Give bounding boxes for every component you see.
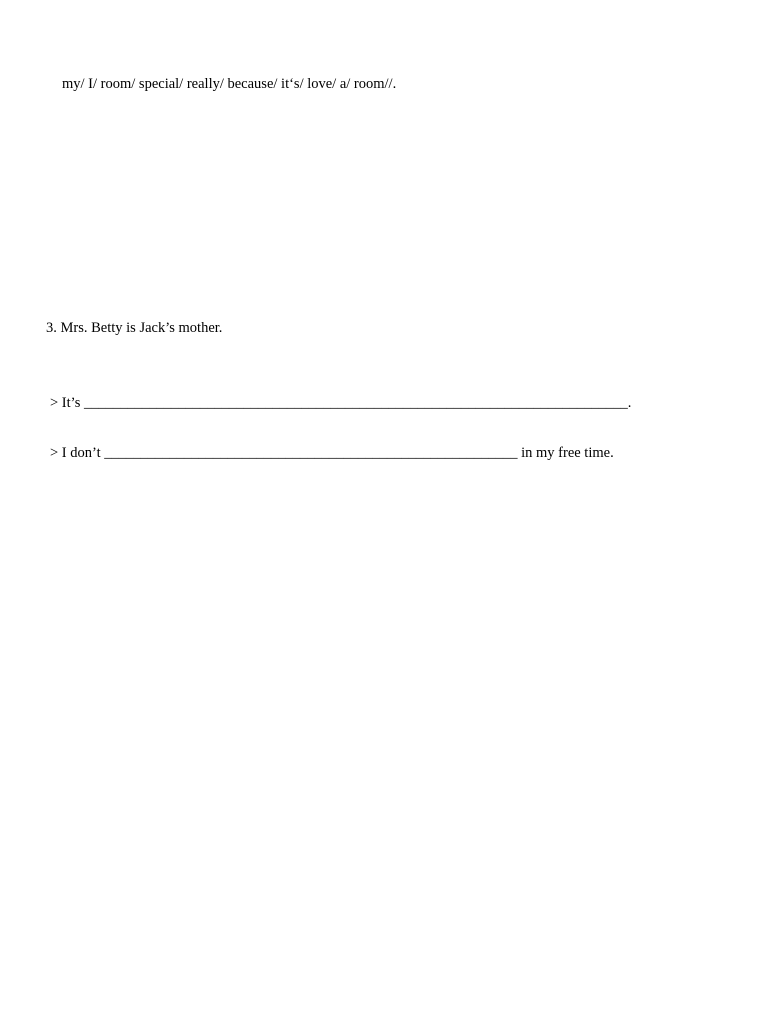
- item-3-prompt: 3. Mrs. Betty is Jack’s mother.: [46, 320, 223, 336]
- scrambled-sentence: my/ I/ room/ special/ really/ because/ it‘s/ love/ a/ room//.: [62, 76, 397, 92]
- answer-line-its: > It’s ___________________________________________________________________________.: [50, 395, 632, 411]
- answer-line-i-dont: > I don’t _________________________________________________________ in my free time.: [50, 445, 614, 461]
